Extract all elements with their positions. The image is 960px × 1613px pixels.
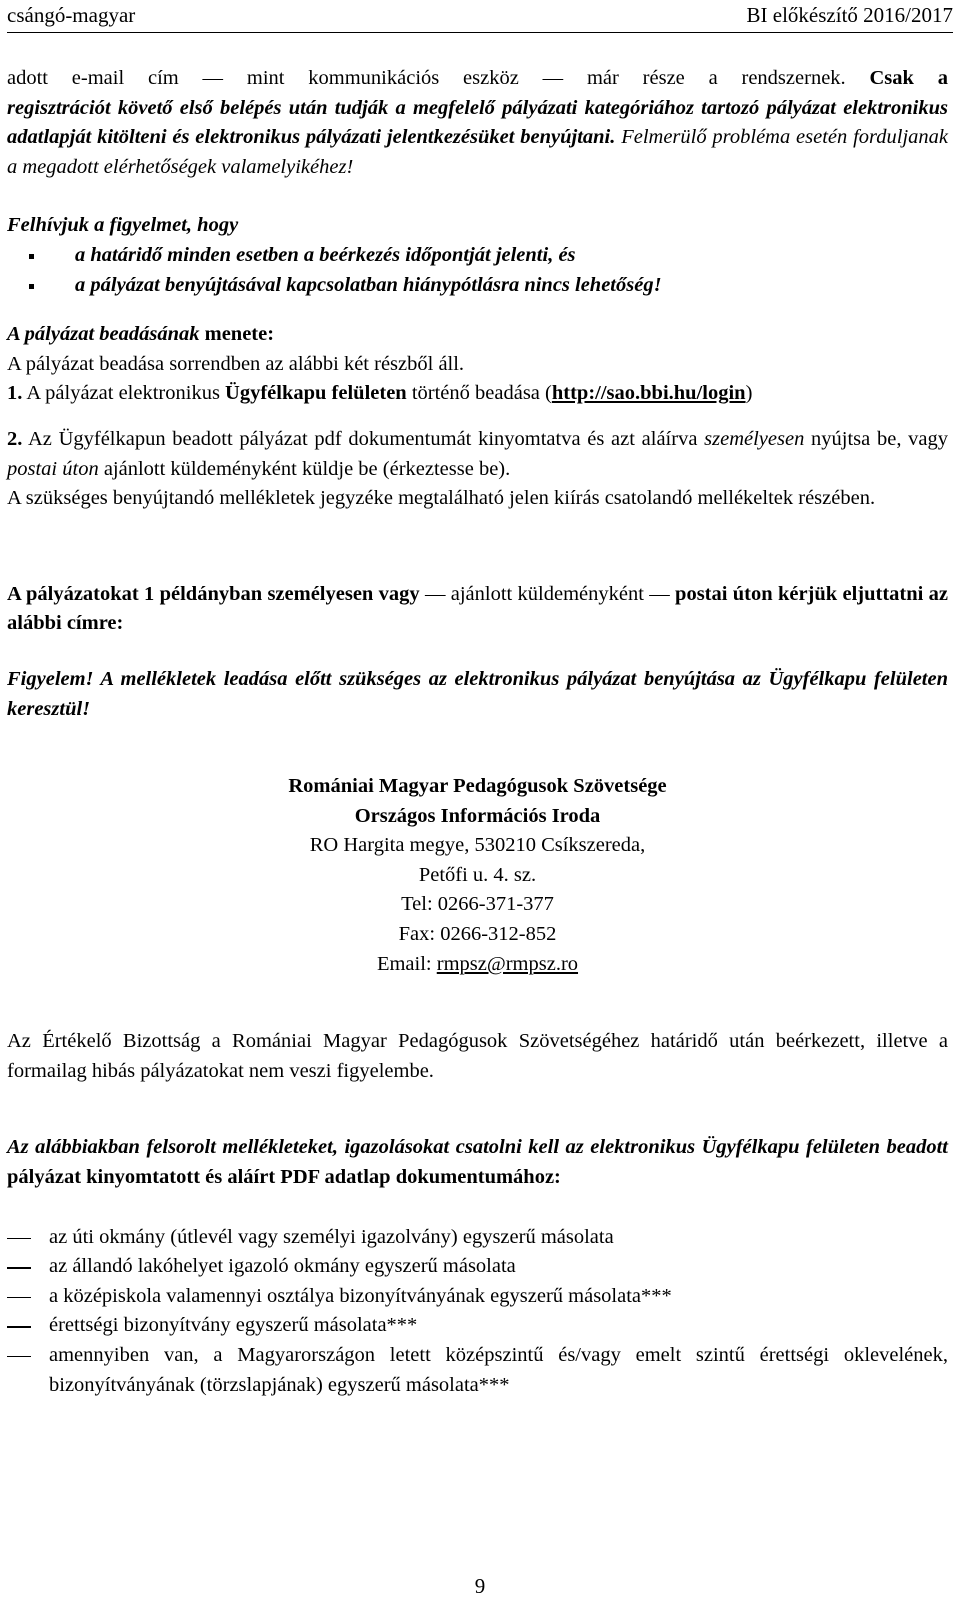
header-right-text: BI előkészítő 2016/2017 [746, 3, 953, 27]
address-street: Petőfi u. 4. sz. [418, 863, 537, 886]
attention-item-2: a pályázat benyújtásával kapcsolatban hiánypótlásra nincs lehetőség! [7, 271, 948, 301]
step-2-text-d: postai úton [7, 457, 99, 480]
attention-title: Felhívjuk a figyelmet, hogy [7, 214, 239, 237]
process-title-b: menete: [199, 323, 275, 346]
address-block [7, 772, 948, 979]
attachment-item: az úti okmány (útlevél vagy személyi igazolvány) egyszerű másolata [7, 1223, 948, 1253]
process-title-a: A pályázat beadásának [7, 323, 200, 346]
step-2-text-e: ajánlott küldeményként küldje be (érkeztesse be). [98, 457, 511, 480]
process-line-1: A pályázat beadása sorrendben az alábbi két részből áll. [7, 352, 465, 375]
process-line-3: A szükséges benyújtandó mellékletek jegyzéke megtalálható jelen kiírás csatolandó mellékeltek részében. [7, 487, 876, 510]
address-fax: Fax: 0266-312-852 [398, 923, 557, 946]
step-2-number: 2. [7, 427, 23, 450]
step-1-text-a: A pályázat elektronikus [22, 382, 226, 405]
intro-line-1 [7, 64, 948, 94]
step-1-text-b: Ügyfélkapu felületen [225, 382, 407, 405]
attachment-item: a középiskola valamennyi osztálya bizonyítványának egyszerű másolata*** [7, 1282, 948, 1312]
header-left-text: csángó-magyar [7, 3, 136, 27]
email-link[interactable]: rmpsz@rmpsz.ro [436, 952, 579, 975]
address-office: Országos Információs Iroda [354, 804, 601, 827]
delivery-text-b: — ajánlott küldeményként — [419, 582, 676, 605]
attention-item-1: a határidő minden esetben a beérkezés időpontját jelenti, és [7, 241, 948, 271]
intro-text-2: Csak a [869, 67, 948, 89]
step-2-text-b: személyesen [704, 427, 805, 450]
step-2-text-c: nyújtsa be, vagy [804, 427, 948, 450]
attachment-item: amennyiben van, a Magyarországon letett középszintű és/vagy emelt szintű érettségi oklevelének, bizonyítványának (törzslapjának) egyszerű másolata*** [7, 1341, 948, 1400]
page-header [7, 2, 953, 33]
process-step-2 [7, 425, 948, 484]
login-link[interactable]: http://sao.bbi.hu/login [551, 382, 746, 405]
delivery-paragraph [7, 580, 948, 639]
step-1-text-d: ) [745, 382, 753, 405]
intro-text-3: regisztrációt követő első belépés után tudják a megfelelő pályázati kategóriához tartozó pályázat elektronikus adatlapját kitölteni és elektronikus pályázati jelentkezésüket benyújtani. [7, 96, 948, 149]
process-step-1 [7, 379, 948, 409]
committee-paragraph: Az Értékelő Bizottság a Romániai Magyar Pedagógusok Szövetségéhez határidő után beérkezett, illetve a formailag hibás pályázatokat nem veszi figyelembe. [7, 1030, 948, 1082]
attachments-list [7, 1223, 948, 1401]
address-city: RO Hargita megye, 530210 Csíkszereda, [309, 834, 646, 857]
address-org: Romániai Magyar Pedagógusok Szövetsége [288, 775, 667, 798]
intro-text-4: Felmerülő probléma esetén forduljanak a megadott elérhetőségek valamelyikéhez! [7, 126, 948, 178]
address-email-line [7, 950, 948, 980]
step-2-text-a: Az Ügyfélkapun beadott pályázat pdf dokumentumát kinyomtatva és azt aláírva [22, 427, 705, 450]
step-1-text-c: történő beadása ( [406, 382, 552, 405]
address-email-label: Email: [376, 952, 437, 975]
delivery-text-c: postai úton kérjük eljuttatni az alábbi címre: [7, 582, 948, 635]
intro-text-1: adott e-mail cím — mint kommunikációs eszköz — már része a rendszernek. [7, 67, 870, 89]
attachment-item: az állandó lakóhelyet igazoló okmány egyszerű másolata [7, 1252, 948, 1282]
page-number: 9 [474, 1574, 486, 1598]
attachments-intro-a: Az alábbiakban felsorolt mellékleteket, igazolásokat csatolni kell az elektronikus Ügyfélkapu felületen beadott [7, 1136, 948, 1159]
intro-paragraph [7, 94, 948, 183]
process-title [7, 320, 948, 350]
attachment-item: érettségi bizonyítvány egyszerű másolata*** [7, 1311, 948, 1341]
page-content [7, 64, 948, 1400]
warning-paragraph: Figyelem! A mellékletek leadása előtt szükséges az elektronikus pályázat benyújtása az Ügyfélkapu felületen keresztül! [7, 667, 948, 720]
attachments-intro-b: pályázat kinyomtatott és aláírt PDF adatlap dokumentumához: [7, 1166, 561, 1189]
step-1-number: 1. [7, 382, 23, 405]
delivery-text-a: A pályázatokat 1 példányban személyesen vagy [7, 582, 420, 605]
address-tel: Tel: 0266-371-377 [401, 893, 554, 916]
attachments-intro [7, 1133, 948, 1192]
